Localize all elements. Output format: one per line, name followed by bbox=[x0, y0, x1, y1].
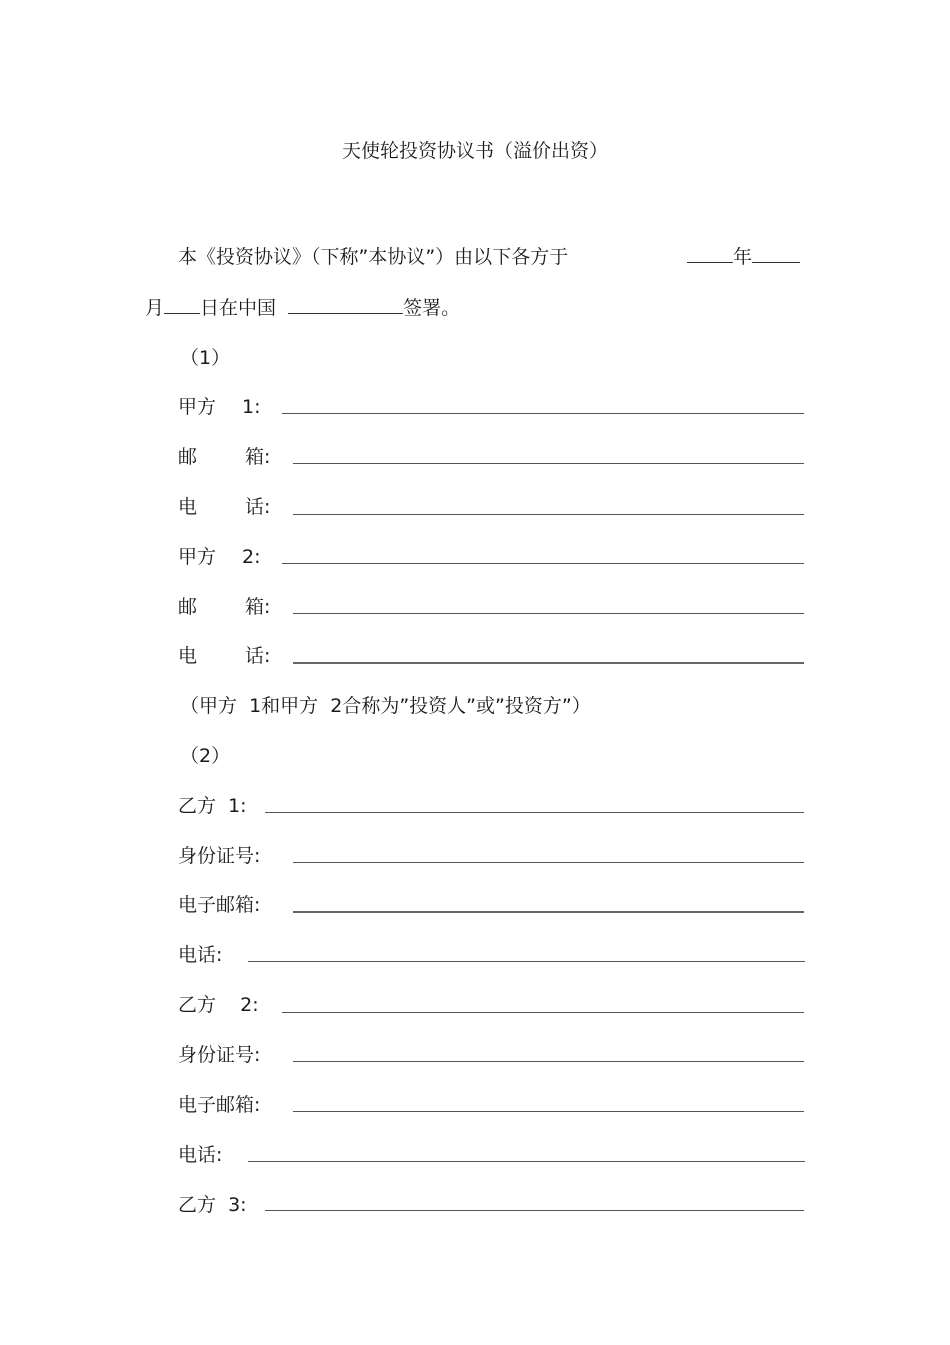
party-b-1-email-label: 电子邮箱: bbox=[178, 894, 261, 916]
party-a-note: （甲方 1和甲方 2合称为”投资人”或”投资方”） bbox=[180, 695, 591, 717]
party-b-2-email-label: 电子邮箱: bbox=[178, 1094, 261, 1116]
party-a-1-email-label bbox=[178, 442, 270, 469]
party-b-3-label: 乙方 3: bbox=[178, 1194, 247, 1216]
party-a-2-email-label bbox=[178, 592, 270, 619]
party-a-2-label bbox=[178, 542, 261, 569]
party-a-2-phone-field[interactable] bbox=[293, 662, 804, 664]
section-2-heading: （2） bbox=[180, 745, 231, 767]
intro-text: 本《投资协议》（下称”本协议”）由以下各方于 bbox=[178, 246, 569, 268]
field-label-b: 话: bbox=[245, 496, 271, 518]
field-label-b: 箱: bbox=[245, 596, 271, 618]
field-label-a: 电 bbox=[178, 645, 198, 667]
month-label: 月 bbox=[145, 297, 165, 319]
field-label-a: 电 bbox=[178, 496, 198, 518]
party-b-1-id-field[interactable] bbox=[293, 862, 804, 863]
party-b-1-field[interactable] bbox=[265, 812, 804, 813]
party-a-1-email-field[interactable] bbox=[293, 463, 804, 464]
party-a-1-field[interactable] bbox=[282, 413, 804, 414]
party-b-1-email-field[interactable] bbox=[293, 911, 804, 913]
party-b-2-field[interactable] bbox=[282, 1012, 804, 1013]
intro-line-1 bbox=[178, 242, 568, 269]
intro-line-2 bbox=[145, 293, 460, 320]
document-title: 天使轮投资协议书（溢价出资） bbox=[341, 140, 608, 162]
party-label: 甲方 bbox=[178, 396, 217, 418]
field-label-a: 邮 bbox=[178, 596, 198, 618]
party-b-1-phone-label: 电话: bbox=[178, 944, 223, 966]
party-a-2-field[interactable] bbox=[282, 563, 804, 564]
party-b-1-label: 乙方 1: bbox=[178, 795, 247, 817]
party-b-1-id-label: 身份证号: bbox=[178, 845, 261, 867]
place-blank[interactable] bbox=[288, 297, 403, 314]
party-a-2-email-field[interactable] bbox=[293, 613, 804, 614]
field-label-b: 箱: bbox=[245, 446, 271, 468]
party-b-2-label: 乙方 2: bbox=[178, 994, 259, 1016]
party-num: 2: bbox=[242, 546, 261, 568]
party-b-2-id-label: 身份证号: bbox=[178, 1044, 261, 1066]
party-num: 1: bbox=[242, 396, 261, 418]
year-blank[interactable] bbox=[687, 246, 733, 263]
party-b-1-phone-field[interactable] bbox=[248, 961, 805, 962]
day-blank[interactable] bbox=[164, 297, 200, 314]
party-b-2-phone-label: 电话: bbox=[178, 1144, 223, 1166]
party-a-1-phone-label bbox=[178, 492, 270, 519]
party-b-2-id-field[interactable] bbox=[293, 1061, 804, 1062]
party-a-1-phone-field[interactable] bbox=[293, 514, 804, 515]
party-a-2-phone-label bbox=[178, 641, 270, 668]
party-a-1-label bbox=[178, 392, 261, 419]
field-label-a: 邮 bbox=[178, 446, 198, 468]
party-b-2-phone-field[interactable] bbox=[248, 1161, 805, 1162]
field-label-b: 话: bbox=[245, 645, 271, 667]
party-label: 甲方 bbox=[178, 546, 217, 568]
signed-label: 签署。 bbox=[403, 297, 461, 319]
intro-date-right bbox=[687, 242, 800, 269]
month-blank[interactable] bbox=[752, 246, 800, 263]
year-label: 年 bbox=[733, 246, 753, 268]
party-b-3-field[interactable] bbox=[265, 1210, 804, 1211]
day-label: 日在中国 bbox=[200, 297, 277, 319]
section-1-heading: （1） bbox=[180, 347, 231, 369]
party-b-2-email-field[interactable] bbox=[293, 1111, 804, 1112]
